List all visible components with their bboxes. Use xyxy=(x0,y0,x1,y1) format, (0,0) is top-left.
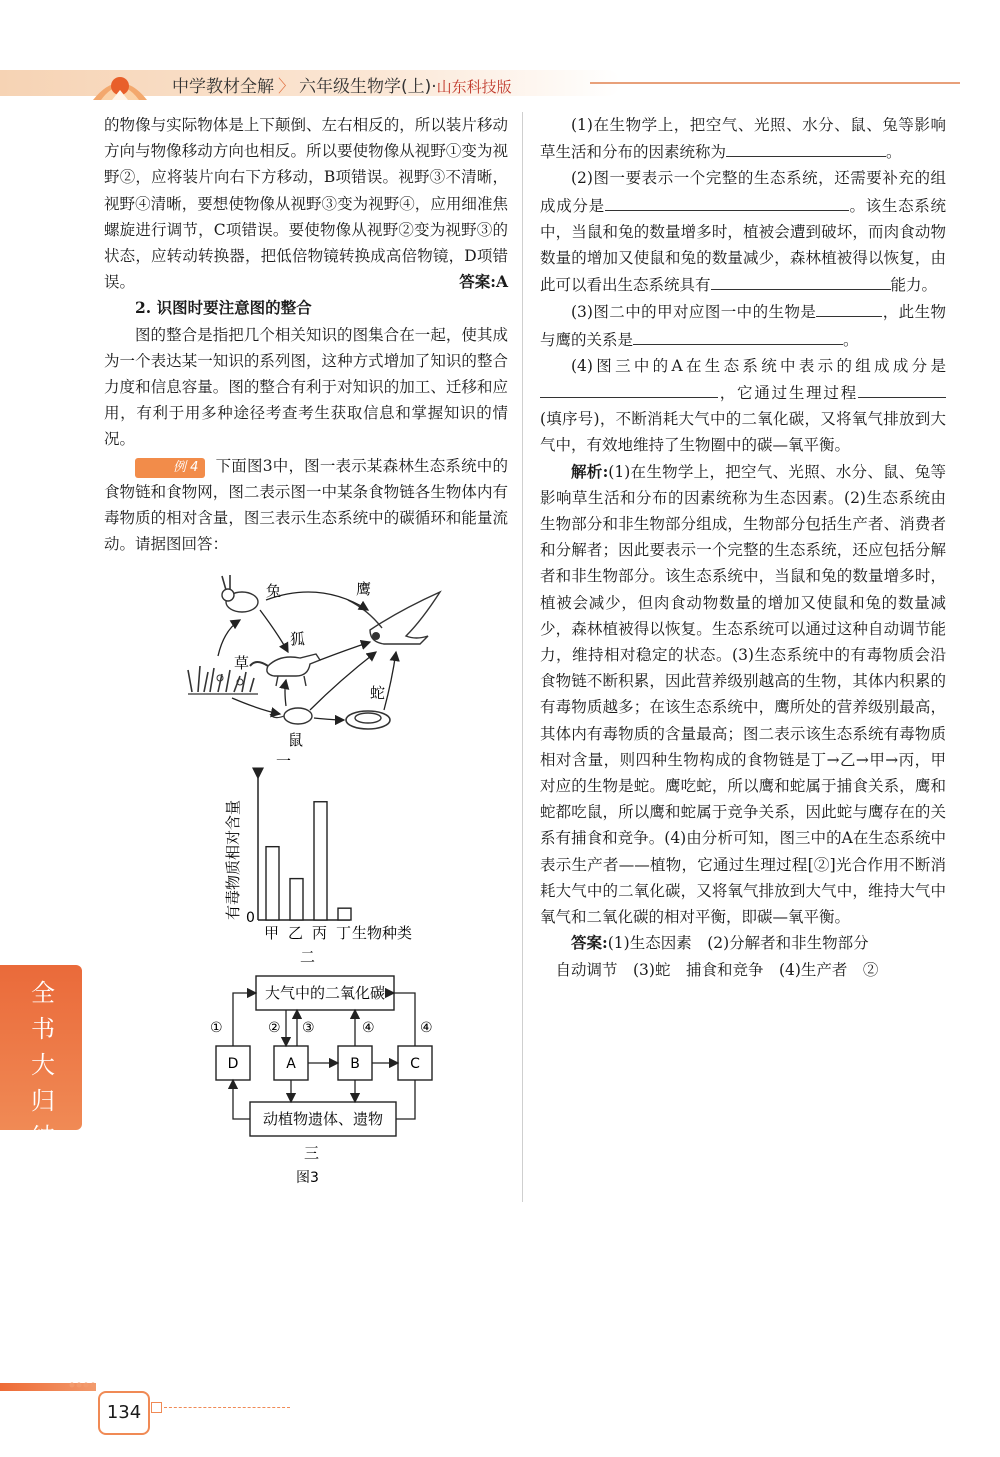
num-2: ② xyxy=(268,1020,281,1036)
section-title: 2. 识图时要注意图的整合 xyxy=(135,298,312,318)
answer-a: 答案:A xyxy=(459,272,508,292)
q2-text-c: 能力。 xyxy=(890,276,938,295)
left-paragraph-1 xyxy=(104,112,508,295)
q4-text-a: (4)图三中的A在生态系统中表示的组成成分是 xyxy=(571,356,946,375)
q2-blank-2 xyxy=(711,271,891,290)
q1-blank xyxy=(726,138,886,157)
analysis xyxy=(540,459,946,931)
toxin-bar-chart xyxy=(224,778,412,966)
arrow-remains-d xyxy=(233,1080,250,1119)
question-1 xyxy=(540,112,946,165)
label-grass: 草 xyxy=(234,654,250,672)
arrow-grass-mouse xyxy=(232,698,280,714)
fox-illustration xyxy=(250,654,320,686)
bar-jia xyxy=(266,847,279,920)
q4-blank-1 xyxy=(540,379,718,398)
example-tag: 例 4 xyxy=(135,458,205,478)
x-axis-label: 生物种类 xyxy=(352,924,413,942)
page-header xyxy=(0,60,1000,108)
example-4 xyxy=(104,453,508,558)
book-logo-icon xyxy=(85,60,155,106)
arrow-c-atmosphere xyxy=(394,993,415,1046)
answer-line-2: 自动调节 (3)蛇 捕食和竞争 (4)生产者 ② xyxy=(555,960,879,979)
page-number: 134 xyxy=(98,1391,150,1435)
atmosphere-label: 大气中的二氧化碳 xyxy=(264,984,386,1002)
arrow-mouse-snake xyxy=(314,718,344,720)
grade-subject: 六年级生物学(上) xyxy=(299,77,432,97)
figure-3 xyxy=(170,570,490,1190)
mouse-illustration xyxy=(270,708,312,724)
figure-3-svg xyxy=(170,570,490,1190)
num-1: ① xyxy=(210,1020,223,1036)
category-jia: 甲 xyxy=(264,924,280,942)
label-d: D xyxy=(227,1056,239,1072)
bar-bing xyxy=(314,802,327,920)
label-eagle: 鹰 xyxy=(356,580,372,598)
analysis-text: (1)在生物学上，把空气、光照、水分、鼠、兔等影响草生活和分布的因素统称为生态因素。(2)生态系统由生物部分和非生物部分组成，生物部分包括生产者、消费者和分解者；因此要表示一个完整的生态系统，还应包括分解者和非生物部分。该生态系统中，当鼠和兔的数量增多时，植被会减少，但肉食动物数量的增加又使鼠和兔的数量减少，森林植被得以恢复。生态系统可以通过这种自动调节能力，维持相对稳定的状态。(3)生态系统中的有毒物质会沿食物链不断积累，因此营养级别越高的生物，其体内积累的有毒物质越多；在该生态系统中，鹰所处的营养级别最高，其体内有毒物质的含量最高；图二表示该生态系统有毒物质相对含量，则四种生物构成的食物链是丁→乙→甲→丙，甲对应的生物是蛇。鹰吃蛇，所以鹰和蛇属于捕食关系，鹰和蛇都吃鼠，所以鹰和蛇属于竞争关系，因此蛇与鹰存在的关系有捕食和竞争。(4)由分析可知，图三中的A在生态系统中表示生产者——植物，它通过生理过程[②]光合作用不断消耗大气中的二氧化碳，又将氧气排放到大气中，维持大气中氧气和二氧化碳的相对平衡，即碳—氧平衡。 xyxy=(540,462,946,927)
left-paragraph-2: 图的整合是指把几个相关知识的图集合在一起，使其成为一个表达某一知识的系列图，这种方式增加了知识的整合力度和信息容量。图的整合有利于对知识的加工、迁移和应用，有利于用多种途径考查考生获取信息和掌握知识的情况。 xyxy=(104,325,508,449)
q4-text-b: ，它通过生理过程 xyxy=(718,384,858,403)
side-tab xyxy=(0,965,82,1151)
side-tab-text: 全书大归纳 xyxy=(31,979,55,1151)
label-c: C xyxy=(410,1056,420,1072)
origin-label: 0 xyxy=(246,910,255,926)
caption-two: 二 xyxy=(300,948,316,966)
label-snake: 蛇 xyxy=(370,684,386,702)
example-text: 下面图3中，图一表示某森林生态系统中的食物链和食物网，图二表示图一中某条食物链各生物体内有毒物质的相对含量，图三表示生态系统中的碳循环和能量流动。请据图回答： xyxy=(104,456,508,554)
header-separator-icon: 〉 xyxy=(278,77,295,97)
remains-label: 动植物遗体、遗物 xyxy=(262,1110,384,1128)
num-4-c: ④ xyxy=(420,1020,433,1036)
publisher: 山东科技版 xyxy=(436,78,512,96)
label-fox: 狐 xyxy=(290,630,306,648)
arrow-rabbit-fox xyxy=(260,610,288,652)
header-dot: · xyxy=(431,77,437,97)
category-ding: 丁 xyxy=(336,924,352,942)
question-3 xyxy=(540,298,946,352)
category-bing: 丙 xyxy=(312,924,328,942)
q2-blank-1 xyxy=(605,192,849,211)
footer-dots-icon xyxy=(68,1378,98,1392)
answer-line-1: (1)生态因素 (2)分解者和非生物部分 xyxy=(607,934,869,953)
q3-blank-2 xyxy=(633,326,843,345)
label-mouse: 鼠 xyxy=(288,731,304,749)
label-rabbit: 兔 xyxy=(266,582,282,600)
header-title xyxy=(172,72,512,97)
bar-yi xyxy=(290,879,303,920)
analysis-label: 解析: xyxy=(571,461,609,481)
arrow-grass-rabbit xyxy=(218,620,240,656)
bar-ding xyxy=(338,908,351,920)
arrow-rabbit-eagle xyxy=(266,592,368,610)
q3-blank-1 xyxy=(816,298,882,317)
question-4 xyxy=(540,353,946,459)
q3-text-c: 。 xyxy=(843,330,859,349)
answer-label: 答案: xyxy=(571,933,608,953)
q4-blank-2 xyxy=(858,379,946,398)
q3-text-a: (3)图二中的甲对应图一中的生物是 xyxy=(571,303,817,322)
q1-text: (1)在生物学上，把空气、光照、水分、鼠、兔等影响草生活和分布的因素统称为 xyxy=(540,116,946,162)
label-b: B xyxy=(350,1056,360,1072)
carbon-cycle-diagram xyxy=(210,976,433,1186)
y-axis-label: 有毒物质相对含量 xyxy=(224,799,242,920)
left-paragraph-1-text: 的物像与实际物体是上下颠倒、左右相反的，所以装片移动方向与物像移动方向也相反。所以要使物像从视野①变为视野②，应将装片向右下方移动，B项错误。视野③不清晰，视野④清晰，要想使物像从视野③变为视野④，应用细准焦螺旋进行调节，C项错误。要使物像从视野②变为视野③的状态，应转动转换器，把低倍物镜转换成高倍物镜，D项错误。 xyxy=(104,116,508,292)
arrow-fox-eagle xyxy=(320,642,370,660)
q1-end: 。 xyxy=(886,143,902,162)
label-a: A xyxy=(286,1056,296,1072)
book-title: 中学教材全解 xyxy=(172,77,274,97)
question-2 xyxy=(540,165,946,298)
column-divider xyxy=(522,112,523,1202)
right-column xyxy=(540,112,946,983)
left-column xyxy=(104,112,508,557)
q2-text-b: 。该生态系统中，当鼠和兔的数量增多时，植被会遭到破坏，而肉食动物数量的增加又使鼠和兔的数量减少，森林植被得以恢复，由此可以看出生态系统具有 xyxy=(540,196,946,295)
num-3: ③ xyxy=(302,1020,315,1036)
figure-caption: 图3 xyxy=(296,1170,319,1186)
line-c-remains xyxy=(396,1080,415,1119)
answer-block xyxy=(540,930,946,956)
caption-three: 三 xyxy=(304,1144,320,1162)
arrow-mouse-fox xyxy=(285,680,286,706)
header-rule xyxy=(590,82,960,84)
footer-dashed-line xyxy=(164,1407,290,1408)
q3-text-b: ，此生物与鹰的关系是 xyxy=(540,303,946,349)
food-web-diagram xyxy=(188,575,440,770)
num-4-b: ④ xyxy=(362,1020,375,1036)
snake-illustration xyxy=(346,711,390,729)
eagle-illustration xyxy=(348,592,440,644)
q4-text-c: (填序号)，不断消耗大气中的二氧化碳，又将氧气排放到大气中，有效地维持了生物圈中的碳—氧平衡。 xyxy=(540,410,946,455)
q2-text-a: (2)图一要表示一个完整的生态系统，还需要补充的组成成分是 xyxy=(540,169,946,215)
arrow-d-atmosphere xyxy=(233,993,256,1046)
caption-one: 一 xyxy=(276,752,292,770)
category-yi: 乙 xyxy=(288,924,304,942)
rabbit-illustration xyxy=(222,575,258,612)
arrow-snake-eagle xyxy=(384,652,396,710)
footer-square-icon xyxy=(151,1402,162,1413)
